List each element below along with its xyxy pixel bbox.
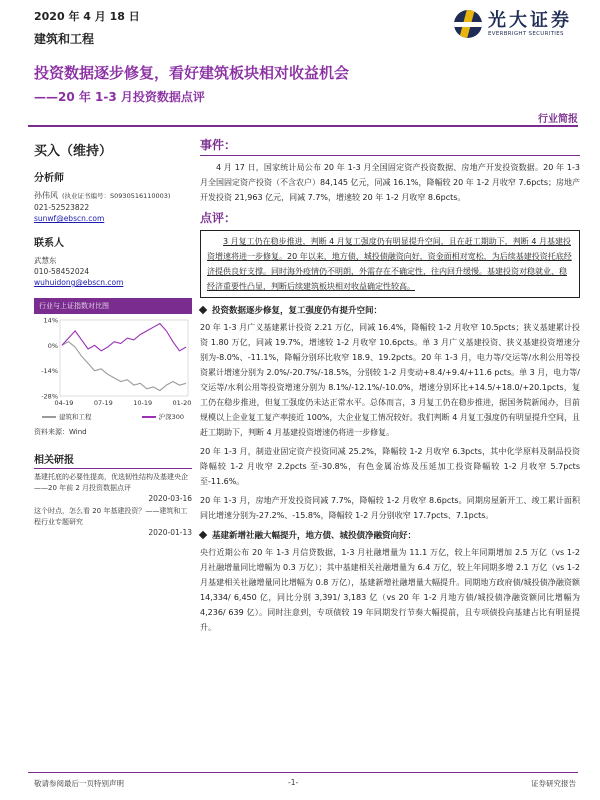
analyst-name: 孙伟风 bbox=[34, 191, 58, 200]
event-heading: 事件： bbox=[200, 138, 237, 152]
x-tick-label: 07-19 bbox=[93, 399, 113, 407]
chart-source: 资料来源：Wind bbox=[34, 428, 87, 436]
legend-item-index: 沪深300 bbox=[142, 412, 184, 421]
comparison-chart bbox=[34, 298, 192, 437]
analyst-info bbox=[34, 190, 192, 224]
y-tick-label: -14% bbox=[41, 367, 58, 376]
contact-name: 武慧东 bbox=[34, 256, 57, 265]
related-report-title[interactable]: 基建托底的必要性提高，优选韧性结构及基建央企——20 年前 2 月投资数据点评 bbox=[34, 473, 188, 492]
rating: 买入（维持） bbox=[34, 144, 113, 159]
paragraph: 20 年 1-3 月，制造业固定资产投资同减 25.2%，降幅较 1-2 月收窄 6.3pcts，其中化学原料及制品投资降幅较 1-2 月收窄 2.2pcts 至-30.8%，有色金属冶炼及压延加工投资降幅较 1-2 月收窄 5.7pcts 至-11.6%。 bbox=[200, 447, 580, 486]
x-tick-label: 04-19 bbox=[54, 399, 74, 407]
chart-title: 行业与上证指数对比图 bbox=[34, 298, 192, 314]
analyst-cert: (执业证书编号：S0930516110003) bbox=[62, 192, 171, 200]
y-tick-label: -28% bbox=[41, 392, 58, 401]
x-tick-label: 10-19 bbox=[133, 399, 153, 407]
plot-frame bbox=[60, 320, 188, 396]
report-type: 行业简报 bbox=[538, 114, 578, 125]
y-tick-label: 14% bbox=[43, 316, 58, 325]
related-reports bbox=[34, 451, 192, 537]
footer-disclaimer: 敬请参阅最后一页特别声明 bbox=[34, 779, 124, 788]
event-divider bbox=[200, 155, 580, 156]
footer-brand: 证券研究报告 bbox=[531, 779, 576, 788]
legend-item-industry: 建筑和工程 bbox=[42, 412, 92, 421]
analyst-heading: 分析师 bbox=[34, 173, 64, 184]
analyst-email[interactable]: sunwf@ebscn.com bbox=[34, 214, 105, 223]
main-content bbox=[200, 136, 580, 635]
diamond-icon bbox=[199, 531, 207, 539]
event-text: 4 月 17 日，国家统计局公布 20 年 1-3 月全国固定资产投资数据、房地产开发投资数据。20 年 1-3 月全国固定资产投资（不含农户）84,145 亿元，同减 16.1%，降幅较 20 年 1-2 月收窄 7.6pcts；房地产开发投资 21,963 亿元，同减 7.7%，增速较 20 年 1-2 月收窄 8.6pcts。 bbox=[200, 163, 580, 202]
chart-plot bbox=[34, 314, 192, 410]
comment-heading: 点评： bbox=[200, 211, 237, 225]
logo-text-en: EVERBRIGHT SECURITIES bbox=[488, 31, 564, 37]
contact-info bbox=[34, 255, 192, 288]
diamond-icon bbox=[199, 306, 207, 314]
industry-category: 建筑和工程 bbox=[34, 32, 95, 46]
x-tick-label: 01-20 bbox=[172, 399, 192, 407]
report-title: 投资数据逐步修复，看好建筑板块相对收益机会 bbox=[34, 64, 350, 82]
header-divider bbox=[28, 125, 578, 127]
contact-email[interactable]: wuhuidong@ebscn.com bbox=[34, 278, 124, 287]
chart-legend bbox=[34, 410, 192, 423]
related-report-date: 2020-01-13 bbox=[148, 528, 192, 537]
bullet-heading: 基建新增社融大幅提升，地方债、城投债净融资向好： bbox=[200, 529, 580, 541]
callout-text: 3 月复工仍在稳步推进，判断 4 月复工强度仍有明显提升空间，且在赶工期助下，判断 4 月基建投资增速将进一步修复。20 年以来，地方债、城投债融资向好，资金面相对宽松，为后续基建投资托底经济提供良好支撑。同时海外疫情仍不明朗，外需存在不确定性，往内回升缓慢。基建投资对稳就业、稳经济重要性凸显，判断后续建筑板块相对收益确定性较高。 bbox=[207, 237, 572, 291]
paragraph: 20 年 1-3 月，房地产开发投资同减 7.7%，降幅较 1-2 月收窄 8.6pcts。同期房屋新开工、竣工累计面积同比增速分别为-27.2%、-15.8%，降幅较 1-2 月分别收窄 17.7pcts、7.1pcts。 bbox=[200, 496, 580, 520]
sidebar bbox=[34, 140, 192, 537]
summary-callout bbox=[200, 230, 580, 298]
series-line-industry bbox=[62, 342, 186, 391]
contact-phone: 010-58452024 bbox=[34, 267, 90, 276]
related-heading: 相关研报 bbox=[34, 451, 192, 469]
logo-icon bbox=[454, 10, 482, 38]
contact-heading: 联系人 bbox=[34, 238, 64, 249]
paragraph: 20 年 1-3 月广义基建累计投资 2.21 万亿，同减 16.4%，降幅较 1-2 月收窄 10.5pcts；狭义基建累计投资 1.80 万亿，同减 19.7%，增速较 1-2 月收窄 10.6pcts。单 3 月广义基建投资、狭义基建投资增速分别为-8.0%、-11.1%，降幅分别环比收窄 18.9、19.2pcts。20 年 1-3 月，电力等/交运等/水利公用等投资累计增速分别为 2.0%/-20.7%/-18.5%，分别较 1-2 月变动+8.4/+9.4/+11.6 pcts。单 3 月，电力等/交运等/水利公用等投资增速分别为 8.1%/-12.1%/-10.0%，增速分别环比+14.5/+18.0/+20.1pcts，复工仍在稳步推进，但复工强度仍未达正常水平。总体而言，3 月复工仍在稳步推进，据国务院新闻办，目前规模以上企业复工复产率接近 100%，大企业复工情况较好。我们判断 4 月复工强度仍有明显提升空间，且赶工期助下，判断 4 月基建投资增速仍将进一步修复。 bbox=[200, 323, 580, 437]
related-report-title[interactable]: 这个时点，怎么看 20 年基建投资？——建筑和工程行业专题研究 bbox=[34, 507, 188, 526]
report-subtitle: ——20 年 1-3 月投资数据点评 bbox=[34, 90, 205, 104]
footer-divider bbox=[28, 772, 578, 773]
bullet-heading: 投资数据逐步修复，复工强度仍有提升空间： bbox=[200, 304, 580, 316]
company-logo bbox=[454, 10, 572, 38]
logo-text-cn: 光大证券 bbox=[488, 10, 572, 31]
series-line-index bbox=[62, 324, 186, 351]
paragraph: 央行近期公布 20 年 1-3 月信贷数据，1-3 月社融增量为 11.1 万亿，较上年同期增加 2.5 万亿（vs 1-2 月社融增量同比增幅为 0.3 万亿）；其中基建相关社融增量为 6.4 万亿，较上年同期多增 2.1 万亿（vs 1-2 月基建相关社融增量同比增幅为 0.8 万亿），基建新增社融增量大幅提升。同期地方政府债/城投债净融资额 14,334/ 6,450 亿，同比分别 3,391/ 3,183 亿（vs 20 年 1-2 月地方债/城投债净融资额同比增幅为 4,236/ 639 亿）。同时注意到，专项债较 19 年同期发行节奏大幅提前，且专项债投向基建占比有明显提升。 bbox=[200, 548, 580, 632]
page-number: -1- bbox=[288, 778, 299, 787]
related-report-date: 2020-03-16 bbox=[148, 494, 192, 503]
y-tick-label: 0% bbox=[47, 341, 58, 350]
report-date: 2020 年 4 月 18 日 bbox=[34, 10, 140, 23]
analyst-phone: 021-52523822 bbox=[34, 203, 90, 212]
